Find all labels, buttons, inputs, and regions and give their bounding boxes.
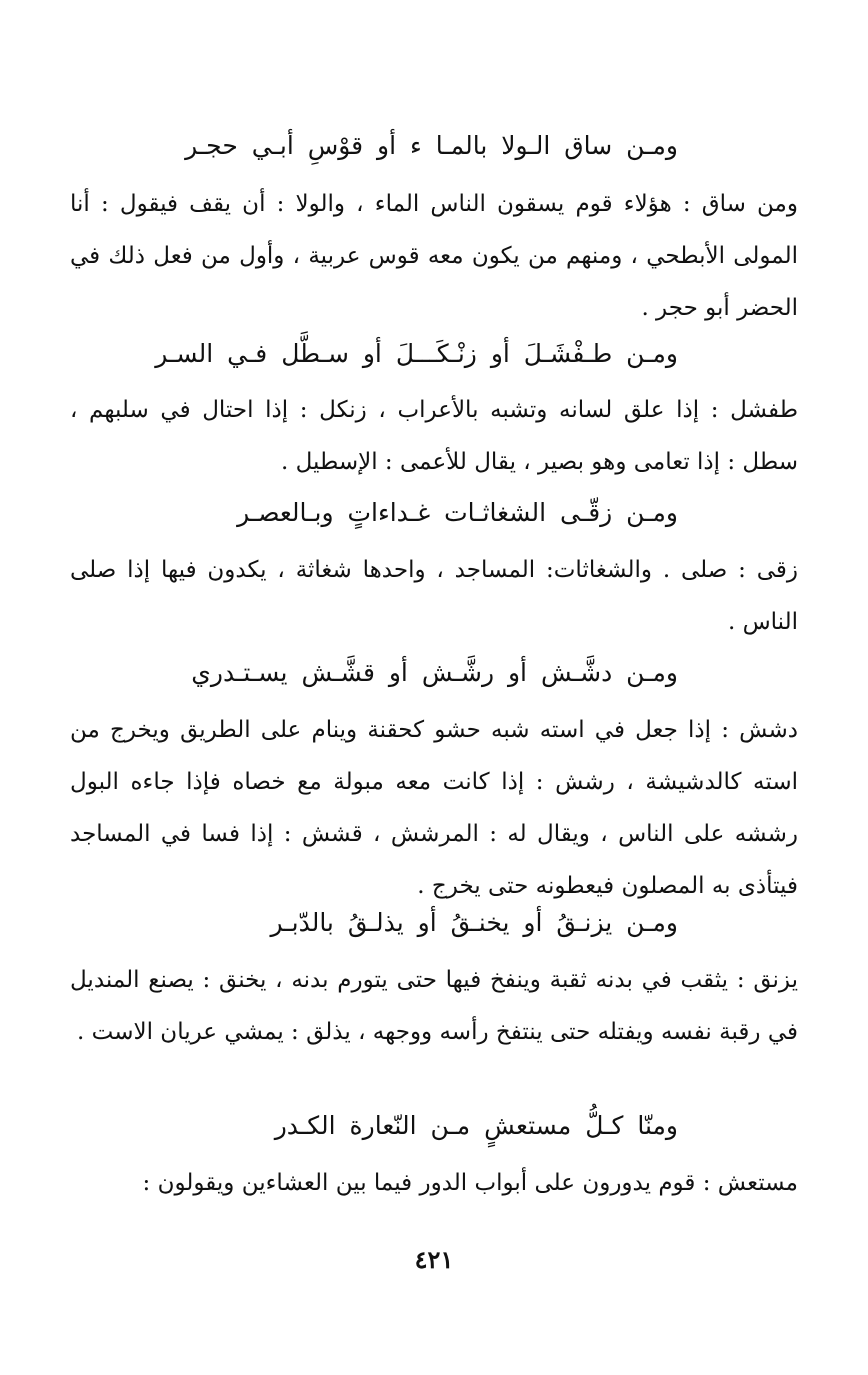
verse-line: ومـن دشَّـش أو رشَّـش أو قشَّـش يسـتـدري	[191, 658, 678, 687]
verse-explanation: مستعش : قوم يدورون على أبواب الدور فيما بين العشاءين ويقولون :	[142, 1170, 798, 1196]
verse-explanation: يزنق : يثقب في بدنه ثقبة وينفخ فيها حتى يتورم بدنه ، يخنق : يصنع المنديل في رقبة نفسه ويفتله حتى ينتفخ رأسه ووجهه ، يذلق : يمشي عريان الاست .	[70, 967, 798, 1045]
verse-line: ومـن زقّـى الشغاثـات غـداءاتٍ وبـالعصـر	[237, 498, 678, 527]
verse-explanation: طفشل : إذا علق لسانه وتشبه بالأعراب ، زنكل : إذا احتال في سلبهم ، سطل : إذا تعامى وهو بصير ، يقال للأعمى : الإسطيل .	[70, 397, 798, 475]
verse-line: ومنّا كـلُّ مستعشٍ مـن النّعارة الكـدر	[274, 1111, 678, 1140]
verse-explanation: دشش : إذا جعل في استه شبه حشو كحقنة وينام على الطريق ويخرج من استه كالدشيشة ، رشش : إذا كانت معه مبولة مع خصاه فإذا جاءه البول رششه على الناس ، ويقال له : المرشش ، قشش : إذا فسا في المساجد فيتأذى به المصلون فيعطونه حتى يخرج .	[70, 717, 798, 899]
verse-explanation: زقى : صلى . والشغاثات: المساجد ، واحدها شغاثة ، يكدون فيها إذا صلى الناس .	[70, 557, 798, 635]
page-number: ٤٢١	[414, 1245, 454, 1274]
verse-line: ومـن يزنـقُ أو يخنـقُ أو يذلـقُ بالدّبـر	[270, 908, 678, 937]
verse-line: ومـن ساق الـولا بالمـا ء أو قوْسِ أبـي حجـر	[185, 131, 678, 160]
verse-explanation: ومن ساق : هؤلاء قوم يسقون الناس الماء ، والولا : أن يقف فيقول : أنا المولى الأبطحي ، ومنهم من يكون معه قوس عربية ، وأول من فعل ذلك في الحضر أبو حجر .	[70, 191, 798, 321]
verse-line: ومـن طـفْشَـلَ أو زنْـكَـــلَ أو سـطَّل فـي السـر	[155, 339, 678, 368]
